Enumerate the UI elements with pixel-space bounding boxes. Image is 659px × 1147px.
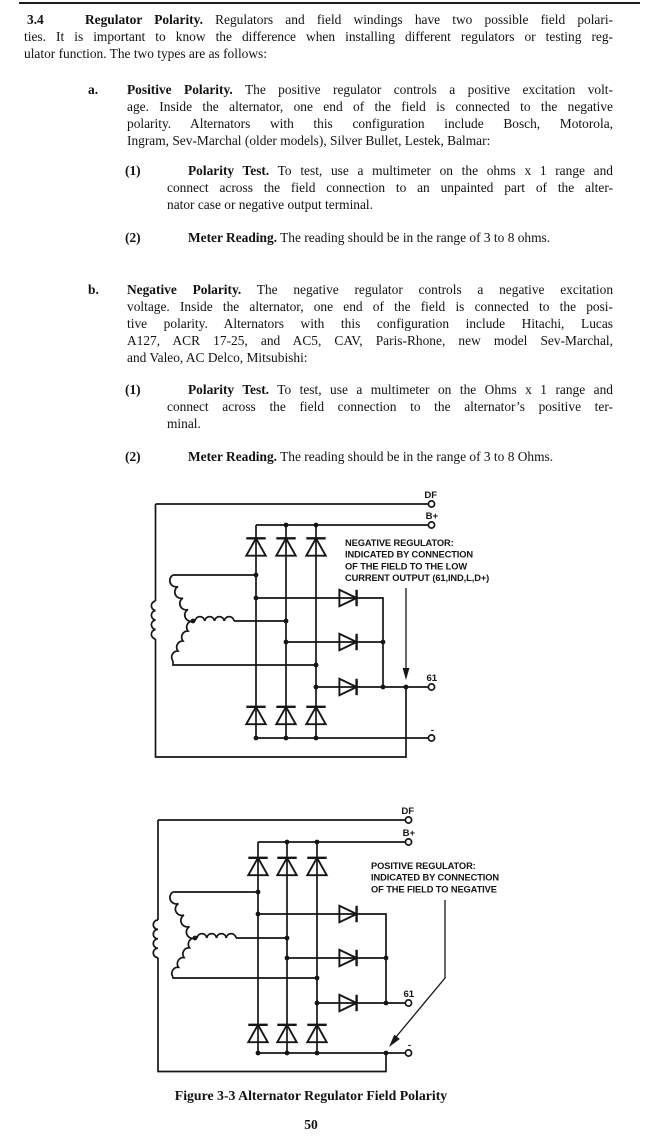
annotation-line: CURRENT OUTPUT (61,IND,L,D+) [345, 573, 490, 584]
text-run: Ingram, Sev-Marchal (older models), Silver Bullet, Lestek, Balmar: [127, 133, 491, 149]
item-b1-lead: Polarity Test. [188, 381, 269, 397]
item-b2-lead: Meter Reading. [188, 448, 278, 464]
terminal-label-df: DF [424, 490, 437, 501]
annotation-positive-regulator [371, 861, 499, 894]
text-run: voltage. Inside the alternator, one end of the field is connected to the posi- [127, 298, 613, 314]
item-b2-marker: (2) [125, 448, 141, 464]
callout-arrow [389, 900, 445, 1047]
text-run: tive polarity. Alternators with this configuration include Hitachi, Lucas [127, 315, 613, 331]
text-run: polarity. Alternators with this configuration include Bosch, Motorola, [127, 115, 613, 131]
item-a2-lead: Meter Reading. [188, 229, 278, 245]
text-run: To test, use a multimeter on the ohms x 1 range and [269, 162, 613, 178]
terminal-label-minus: - [430, 725, 434, 736]
annotation-line: POSITIVE REGULATOR: [371, 861, 476, 871]
rotor-field-coil [151, 601, 155, 639]
figure-caption: Figure 3-3 Alternator Regulator Field Polarity [174, 1088, 448, 1103]
text-run: age. Inside the alternator, one end of the field is connected to the negative [127, 98, 613, 114]
stator-winding-coil [170, 575, 193, 621]
terminal-df [428, 501, 434, 507]
stator-winding-coil [170, 892, 195, 938]
text-run: minal. [167, 415, 201, 431]
stator-winding-coil [172, 938, 195, 977]
stator-winding-wire [173, 892, 317, 978]
text-run: A127, ACR 17-25, and AC5, CAV, Paris-Rhone, new model Sev-Marchal, [127, 333, 613, 349]
annotation-line: OF THE FIELD TO THE LOW [345, 561, 467, 572]
wire [256, 598, 428, 687]
terminal-bplus [405, 839, 411, 845]
terminal-label-bplus: B+ [425, 511, 438, 522]
text-run: The positive regulator controls a positive excitation volt- [232, 81, 613, 97]
text-run: nator case or negative output terminal. [167, 196, 373, 212]
annotation-line: INDICATED BY CONNECTION [371, 872, 500, 883]
item-a-marker: a. [88, 81, 99, 97]
item-a-lead: Positive Polarity. [127, 81, 233, 97]
diagram-positive-regulator [153, 806, 499, 1072]
item-b-lead: Negative Polarity. [127, 281, 242, 297]
text-run: The reading should be in the range of 3 to 8 ohms. [277, 229, 551, 245]
text-run: ties. It is important to know the difference when installing different regulators or testing reg- [24, 28, 613, 44]
diagram-negative-regulator [151, 490, 489, 757]
item-a1-marker: (1) [125, 162, 141, 178]
callout-arrow [403, 588, 410, 680]
annotation-negative-regulator [345, 538, 489, 583]
text-run: ulator function. The two types are as follows: [24, 45, 267, 61]
text-run: The reading should be in the range of 3 to 8 Ohms. [277, 448, 554, 464]
item-b-marker: b. [88, 281, 99, 297]
text-run: Regulators and field windings have two possible field polari- [202, 11, 614, 27]
annotation-line: NEGATIVE REGULATOR: [345, 538, 454, 548]
text-run: To test, use a multimeter on the Ohms x 1 range and [269, 381, 613, 397]
text-run: connect across the field connection to the alternator’s positive ter- [167, 398, 613, 414]
terminal-label-df: DF [401, 806, 414, 817]
item-a1-lead: Polarity Test. [188, 162, 270, 178]
section-lead: Regulator Polarity. [85, 11, 203, 27]
terminal-label-bplus: B+ [402, 828, 415, 839]
item-a2-marker: (2) [125, 229, 141, 245]
page-number: 50 [304, 1117, 318, 1132]
terminal-label-61: 61 [426, 673, 437, 684]
terminal-df [405, 817, 411, 823]
annotation-line: INDICATED BY CONNECTION [345, 549, 474, 560]
item-b1-marker: (1) [125, 381, 141, 397]
terminal-bplus [428, 522, 434, 528]
rotor-field-coil [153, 920, 158, 958]
terminal-61 [428, 684, 434, 690]
annotation-line: OF THE FIELD TO NEGATIVE [371, 884, 497, 895]
stator-winding-coil [197, 934, 236, 938]
terminal-label-61: 61 [403, 989, 414, 1000]
text-run: connect across the field connection to an unpainted part of the alter- [167, 179, 613, 195]
text-run: The negative regulator controls a negative excitation [241, 281, 614, 297]
wire [158, 820, 386, 1072]
section-number: 3.4 [27, 11, 44, 27]
stator-winding-coil [172, 621, 193, 661]
stator-winding-coil [195, 617, 234, 621]
terminal-61 [405, 1000, 411, 1006]
terminal-label-minus: - [407, 1040, 411, 1051]
wire [258, 914, 405, 1003]
text-run: and Valeo, AC Delco, Mitsubishi: [127, 350, 308, 366]
